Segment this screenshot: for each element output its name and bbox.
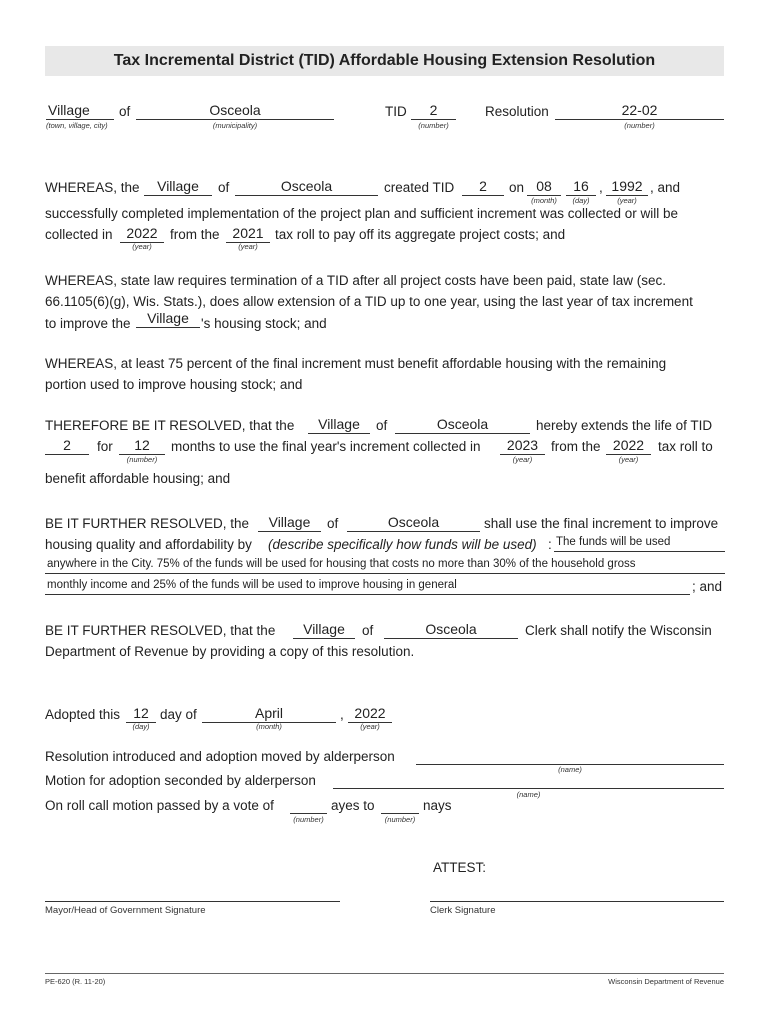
p1-line2-text: successfully completed implementation of the project plan and sufficient increment was collected or will be <box>45 206 679 221</box>
p2-entity-field[interactable]: Village <box>136 310 200 328</box>
p5-shall-use-text: shall use the final increment to improve <box>484 516 719 531</box>
p1-day-caption: (day) <box>572 196 590 205</box>
p5-of-text: of <box>327 516 339 531</box>
adopted-day-caption: (day) <box>132 722 150 731</box>
p1-collected-year-field[interactable]: 2022 <box>120 225 164 243</box>
header-tid-label: TID <box>385 104 407 119</box>
p1-collected-year-caption: (year) <box>132 242 152 251</box>
p4-collected-year-caption: (year) <box>512 455 533 464</box>
p5-use-line2-field[interactable]: anywhere in the City. 75% of the funds will be used for housing that costs no more than 30% of the household gross <box>45 556 725 574</box>
adopted-month-field[interactable]: April <box>202 705 336 723</box>
p1-month-field[interactable]: 08 <box>527 178 561 196</box>
p4-months-caption: (number) <box>126 455 158 464</box>
header-entity-type-field[interactable]: Village <box>46 102 114 120</box>
adopted-this-text: Adopted this <box>45 707 121 722</box>
attest-label: ATTEST: <box>433 860 487 875</box>
p6-of-text: of <box>362 623 374 638</box>
header-of-label: of <box>119 104 131 119</box>
p1-collected-in-text: collected in <box>45 227 113 242</box>
p4-for-text: for <box>97 439 113 454</box>
p5-housing-quality-text: housing quality and affordability by <box>45 537 252 552</box>
votes-seconded-caption: (name) <box>516 790 541 799</box>
p4-of-text: of <box>376 418 388 433</box>
header-tid-caption: (number) <box>418 121 449 130</box>
p4-entity-field[interactable]: Village <box>308 416 370 434</box>
p2-line1-text: WHEREAS, state law requires termination of a TID after all project costs have been paid, state law (sec. <box>45 273 667 288</box>
p1-created-tid-text: created TID <box>384 180 455 195</box>
p4-months-field[interactable]: 12 <box>119 437 165 455</box>
adopted-comma-text: , <box>340 707 344 722</box>
adopted-day-of-text: day of <box>160 707 197 722</box>
p1-month-caption: (month) <box>531 196 557 205</box>
header-resolution-label: Resolution <box>485 104 549 119</box>
p4-therefore-text: THEREFORE BE IT RESOLVED, that the <box>45 418 295 433</box>
p6-clerk-notify-text: Clerk shall notify the Wisconsin <box>525 623 712 638</box>
header-tid-number-field[interactable]: 2 <box>411 102 456 120</box>
p5-colon-text: : <box>548 537 552 552</box>
p5-use-line3-field[interactable]: monthly income and 25% of the funds will be used to improve housing in general <box>45 577 690 595</box>
mayor-signature-label: Mayor/Head of Government Signature <box>45 905 206 916</box>
clerk-signature-line[interactable] <box>430 901 724 902</box>
p4-municipality-field[interactable]: Osceola <box>395 416 530 434</box>
p6-line2-text: Department of Revenue by providing a copy of this resolution. <box>45 644 415 659</box>
p1-day-field[interactable]: 16 <box>566 178 596 196</box>
p4-months-text: months to use the final year's increment collected in <box>171 439 481 454</box>
votes-nays-caption: (number) <box>384 815 416 824</box>
header-resolution-number-field[interactable]: 22-02 <box>555 102 724 120</box>
p4-line3-text: benefit affordable housing; and <box>45 471 231 486</box>
p5-describe-text: (describe specifically how funds will be used) <box>268 537 537 552</box>
p1-from-the-text: from the <box>170 227 220 242</box>
votes-introduced-text: Resolution introduced and adoption moved by alderperson <box>45 749 395 764</box>
adopted-year-field[interactable]: 2022 <box>348 705 392 723</box>
p2-housing-stock-text: 's housing stock; and <box>201 316 327 331</box>
p1-year-caption: (year) <box>617 196 637 205</box>
header-town-caption: (town, village, city) <box>46 121 108 130</box>
p1-whereas-text: WHEREAS, the <box>45 180 140 195</box>
adopted-month-caption: (month) <box>256 722 282 731</box>
p4-extends-text: hereby extends the life of TID <box>536 418 713 433</box>
p1-year-field[interactable]: 1992 <box>606 178 648 196</box>
votes-ayes-caption: (number) <box>293 815 324 824</box>
p5-further-text: BE IT FURTHER RESOLVED, the <box>45 516 250 531</box>
p4-roll-year-caption: (year) <box>618 455 639 464</box>
header-resolution-caption: (number) <box>624 121 655 130</box>
footer-form-id: PE-620 (R. 11-20) <box>45 977 106 986</box>
p1-comma-text: , <box>599 180 603 195</box>
footer-agency: Wisconsin Department of Revenue <box>608 977 724 986</box>
votes-introduced-name-field[interactable] <box>416 747 724 765</box>
p5-and-text: ; and <box>692 579 723 594</box>
p1-tax-roll-text: tax roll to pay off its aggregate project costs; and <box>275 227 566 242</box>
p3-line1-text: WHEREAS, at least 75 percent of the final increment must benefit affordable housing with the remaining <box>45 356 667 371</box>
p1-municipality-field[interactable]: Osceola <box>235 178 378 196</box>
votes-nays-text: nays <box>423 798 452 813</box>
title-bar <box>45 46 724 76</box>
p4-roll-year-field[interactable]: 2022 <box>606 437 651 455</box>
p1-entity-field[interactable]: Village <box>144 178 212 196</box>
footer-divider <box>45 973 724 974</box>
p1-roll-year-caption: (year) <box>238 242 258 251</box>
p2-line2-text: 66.1105(6)(g), Wis. Stats.), does allow extension of a TID up to one year, using the last year of tax increment <box>45 294 693 309</box>
mayor-signature-line[interactable] <box>45 901 340 902</box>
votes-ayes-to-text: ayes to <box>331 798 375 813</box>
votes-roll-call-text: On roll call motion passed by a vote of <box>45 798 274 813</box>
p1-on-text: on <box>509 180 525 195</box>
votes-seconded-text: Motion for adoption seconded by alderperson <box>45 773 316 788</box>
p6-municipality-field[interactable]: Osceola <box>384 621 518 639</box>
clerk-signature-label: Clerk Signature <box>430 905 496 916</box>
p6-entity-field[interactable]: Village <box>293 621 355 639</box>
adopted-year-caption: (year) <box>360 722 380 731</box>
p2-to-improve-text: to improve the <box>45 316 131 331</box>
votes-nays-field[interactable] <box>381 796 419 814</box>
votes-introduced-caption: (name) <box>558 765 582 774</box>
header-municipality-field[interactable]: Osceola <box>136 102 334 120</box>
p1-of-text: of <box>218 180 230 195</box>
votes-seconded-name-field[interactable] <box>333 771 724 789</box>
p6-further-text: BE IT FURTHER RESOLVED, that the <box>45 623 276 638</box>
p4-tid-field[interactable]: 2 <box>45 437 89 455</box>
p5-use-line1-field[interactable]: The funds will be used <box>554 534 725 552</box>
votes-ayes-field[interactable] <box>290 796 327 814</box>
p1-tid-field[interactable]: 2 <box>462 178 504 196</box>
p4-collected-year-field[interactable]: 2023 <box>500 437 545 455</box>
header-municipality-caption: (municipality) <box>212 121 258 130</box>
adopted-day-field[interactable]: 12 <box>126 705 156 723</box>
p4-tax-roll-text: tax roll to <box>658 439 713 454</box>
p4-from-the-text: from the <box>551 439 601 454</box>
p1-roll-year-field[interactable]: 2021 <box>226 225 270 243</box>
p5-entity-field[interactable]: Village <box>258 514 321 532</box>
p3-line2-text: portion used to improve housing stock; and <box>45 377 303 392</box>
p5-municipality-field[interactable]: Osceola <box>347 514 480 532</box>
p1-and-text: , and <box>650 180 681 195</box>
form-title: Tax Incremental District (TID) Affordable Housing Extension Resolution <box>113 52 656 69</box>
